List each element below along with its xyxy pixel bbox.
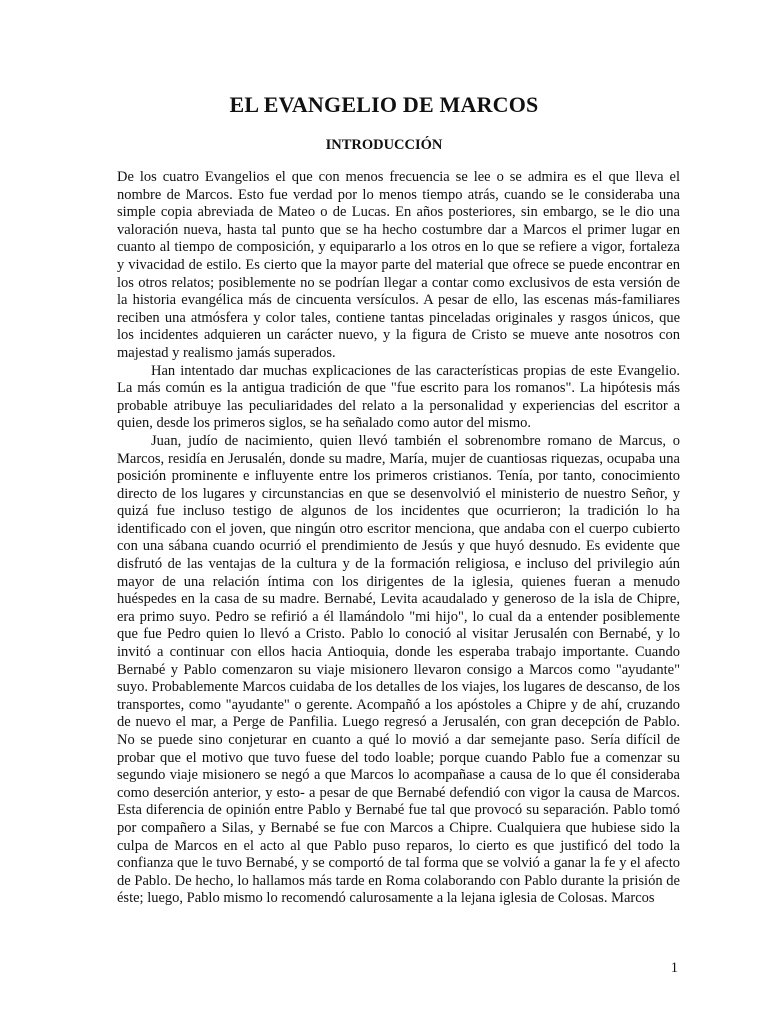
paragraph-1: De los cuatro Evangelios el que con menos frecuencia se lee o se admira es el que lleva el nombre de Marcos. Esto fue verdad por lo menos tiempo atrás, cuando se le consideraba una simple copia abreviada de Mateo o de Lucas. En años posteriores, sin embargo, se le dio una valoración nueva, hasta tal punto que se ha hecho costumbre dar a Marcos el primer lugar en cuanto al tiempo de composición, y equipararlo a los otros en lo que se refiere a vigor, fortaleza y vivacidad de estilo. Es cierto que la mayor parte del material que ofrece se puede encontrar en los otros relatos; posiblemente no se podrían llegar a contar como exclusivos de esta versión de la historia evangélica más de cincuenta versículos. A pesar de ello, las escenas más-familiares reciben una atmósfera y color tales, contiene tantas pinceladas originales y rasgos únicos, que los incidentes adquieren un carácter nuevo, y la figura de Cristo se mueve ante nosotros con majestad y realismo jamás superados. <box>117 169 680 361</box>
paragraph-2: Han intentado dar muchas explicaciones de las características propias de este Evangelio. La más común es la antigua tradición de que "fue escrito para los romanos". La hipótesis más probable atribuye las peculiaridades del relato a la personalidad y experiencias del escritor a quien, desde los primeros siglos, se ha señalado como autor del mismo. <box>117 362 680 432</box>
page-number: 1 <box>670 960 678 976</box>
paragraph-3: Juan, judío de nacimiento, quien llevó también el sobrenombre romano de Marcus, o Marcos, residía en Jerusalén, donde su madre, María, mujer de cuantiosas riquezas, ocupaba una posición prominente e influyente entre los primeros cristianos. Tenía, por tanto, conocimiento directo de los lugares y circunstancias en que se desenvolvió el ministerio de nuestro Señor, y quizá fue incluso testigo de algunos de los incidentes que ocurrieron; la tradición lo ha identificado con el joven, que ningún otro escritor menciona, que andaba con el cuerpo cubierto con una sábana cuando ocurrió el prendimiento de Jesús y que huyó desnudo. Es evidente que disfrutó de las ventajas de la cultura y de la formación religiosa, e incluso del privilegio aún mayor de una relación íntima con los dirigentes de la iglesia, quienes fueran a menudo huéspedes en la casa de su madre. Bernabé, Levita acaudalado y generoso de la isla de Chipre, era primo suyo. Pedro se refirió a él llamándolo "mi hijo", lo cual da a entender posiblemente que fue Pedro quien lo llevó a Cristo. Pablo lo conoció al visitar Jerusalén con Bernabé, y lo invitó a continuar con ellos hacia Antioquia, donde les esperaba trabajo importante. Cuando Bernabé y Pablo comenzaron su viaje misionero llevaron consigo a Marcos como "ayudante" suyo. Probablemente Marcos cuidaba de los detalles de los viajes, los lugares de descanso, de los transportes, como "ayudante" o gerente. Acompañó a los apóstoles a Chipre y de ahí, cruzando de nuevo el mar, a Perge de Panfilia. Luego regresó a Jerusalén, con gran decepción de Pablo. No se puede sino conjeturar en cuanto a qué lo movió a dar semejante paso. Sería difícil de probar que el motivo que tuvo fuese del todo loable; porque cuando Pablo fue a comenzar su segundo viaje misionero se negó a que Marcos lo acompañase a causa de lo que él consideraba como deserción anterior, y esto- a pesar de que Bernabé defendió con vigor la causa de Marcos. Esta diferencia de opinión entre Pablo y Bernabé fue tal que provocó su separación. Pablo tomó por compañero a Silas, y Bernabé se fue con Marcos a Chipre. Cualquiera que hubiese sido la culpa de Marcos en el acto al que Pablo puso reparos, lo cierto es que justificó del todo la confianza que le tuvo Bernabé, y se comportó de tal forma que se volvió a ganar la fe y el afecto de Pablo. De hecho, lo hallamos más tarde en Roma colaborando con Pablo durante la prisión de éste; luego, Pablo mismo lo recomendó calurosamente a la lejana iglesia de Colosas. Marcos <box>117 432 680 907</box>
document-body <box>117 169 680 908</box>
document-subtitle: INTRODUCCIÓN <box>325 137 443 153</box>
document-title: EL EVANGELIO DE MARCOS <box>229 92 539 117</box>
